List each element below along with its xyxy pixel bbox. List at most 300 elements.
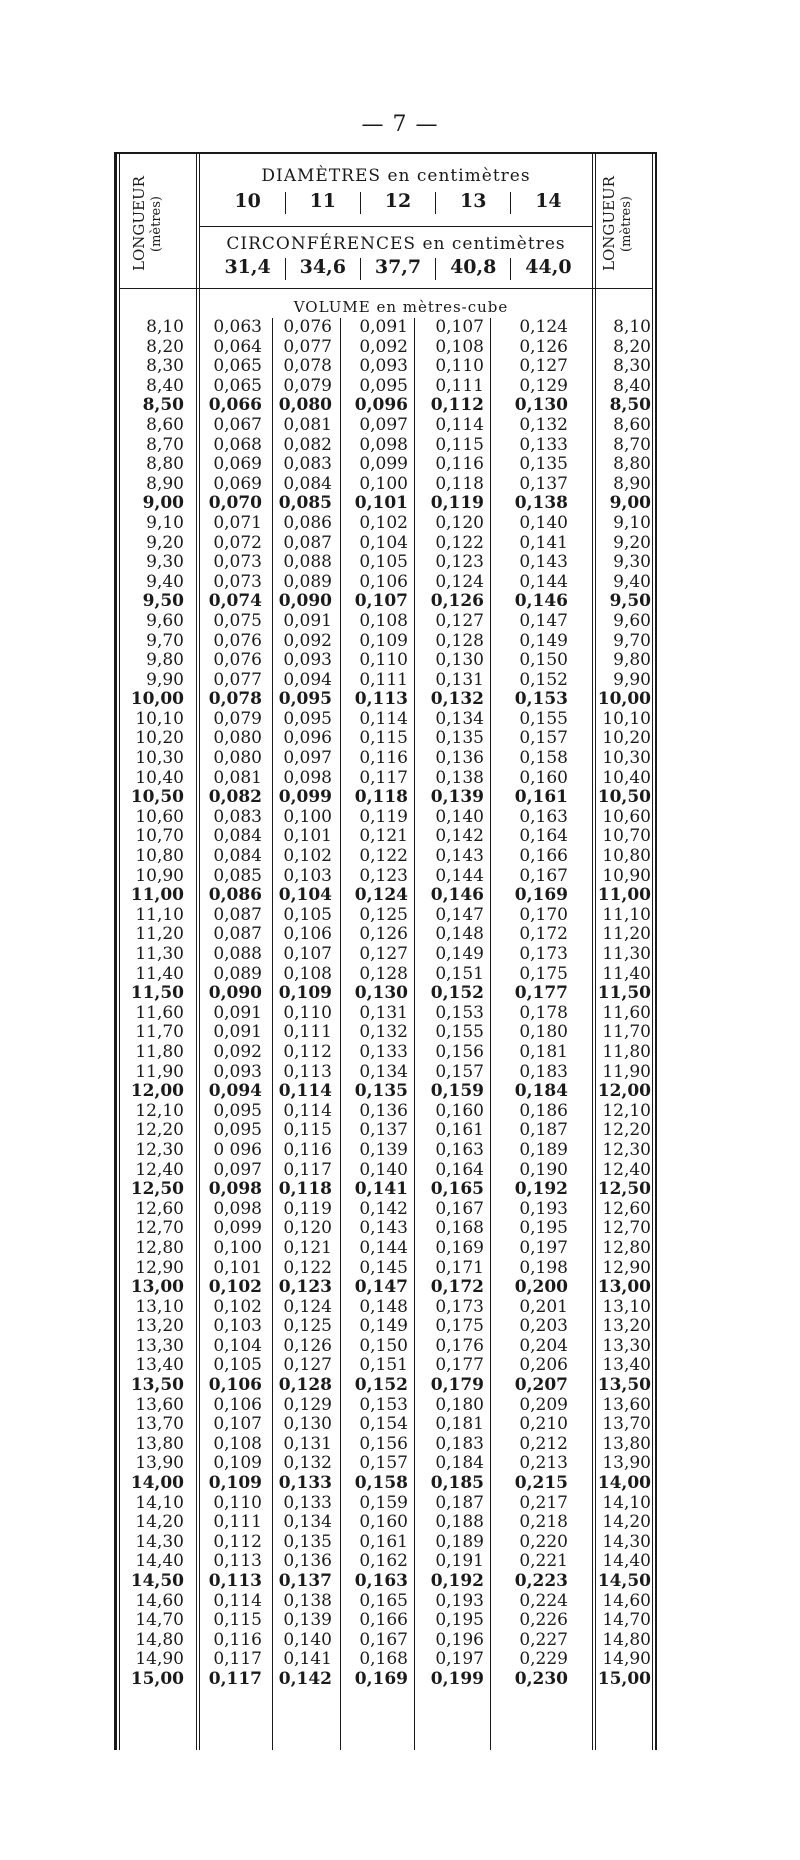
length-cell: 10,90: [135, 865, 184, 886]
volume-cell: 0,167: [359, 1629, 408, 1650]
left-length-label: [130, 166, 186, 282]
volume-cell: 0,100: [359, 473, 408, 494]
volume-cell: 0,153: [514, 689, 568, 710]
volume-cell: 0,118: [354, 787, 408, 808]
length-cell-right: 11,20: [602, 924, 651, 945]
volume-cell: 0,110: [283, 1002, 332, 1023]
volume-cell: 0,145: [359, 1257, 408, 1278]
length-cell: 12,60: [135, 1198, 184, 1219]
length-cell: 14,30: [135, 1531, 184, 1552]
length-cell-right: 9,90: [613, 669, 651, 690]
volume-cell: 0,097: [213, 1159, 262, 1180]
volume-cell: 0,226: [519, 1610, 568, 1631]
length-cell: 14,40: [135, 1551, 184, 1572]
table-row: [114, 1474, 657, 1494]
length-cell-right: 11,70: [602, 1022, 651, 1043]
volume-cell: 0,102: [213, 1296, 262, 1317]
volume-cell: 0,107: [354, 591, 408, 612]
length-cell: 14,00: [130, 1473, 184, 1494]
volume-cell: 0,063: [213, 317, 262, 337]
volume-cell: 0,099: [213, 1218, 262, 1239]
circ-sep-2: [360, 258, 361, 280]
volume-cell: 0,193: [519, 1198, 568, 1219]
volume-cell: 0,119: [283, 1198, 332, 1219]
length-cell-right: 11,60: [602, 1002, 651, 1023]
length-cell: 10,10: [135, 708, 184, 729]
volume-cell: 0,187: [435, 1492, 484, 1513]
volume-cell: 0,162: [359, 1551, 408, 1572]
volume-cell: 0,192: [514, 1179, 568, 1200]
table-row: [114, 592, 657, 612]
table-row: [114, 808, 657, 828]
table-body: [114, 318, 657, 1690]
volume-cell: 0,104: [213, 1335, 262, 1356]
volume-cell: 0,156: [435, 1041, 484, 1062]
volume-cell: 0,076: [213, 630, 262, 651]
length-cell: 8,90: [146, 473, 184, 494]
volume-cell: 0,221: [519, 1551, 568, 1572]
length-cell: 12,00: [130, 1081, 184, 1102]
length-cell-right: 14,00: [597, 1473, 651, 1494]
volume-cell: 0,138: [283, 1590, 332, 1611]
volume-cell: 0,073: [213, 571, 262, 592]
volume-cell: 0,139: [359, 1139, 408, 1160]
length-cell: 10,60: [135, 806, 184, 827]
length-cell: 9,50: [142, 591, 184, 612]
length-cell: 10,30: [135, 748, 184, 769]
volume-cell: 0,140: [519, 512, 568, 533]
volume-cell: 0,157: [435, 1061, 484, 1082]
table-row: [114, 1533, 657, 1553]
volume-cell: 0,098: [208, 1179, 262, 1200]
volume-cell: 0,204: [519, 1335, 568, 1356]
volume-cell: 0,135: [435, 728, 484, 749]
length-cell: 14,90: [135, 1649, 184, 1670]
length-cell-right: 13,20: [602, 1316, 651, 1337]
volume-cell: 0,184: [435, 1453, 484, 1474]
volume-cell: 0,109: [208, 1473, 262, 1494]
volume-cell: 0,134: [359, 1061, 408, 1082]
table-row: [114, 377, 657, 397]
volume-cell: 0,176: [435, 1335, 484, 1356]
volume-cell: 0,121: [359, 826, 408, 847]
volume-cell: 0,077: [283, 336, 332, 357]
volume-cell: 0,093: [359, 356, 408, 377]
volume-cell: 0,151: [359, 1355, 408, 1376]
length-cell-right: 10,70: [602, 826, 651, 847]
volume-cell: 0,078: [283, 356, 332, 377]
table-row: [114, 1337, 657, 1357]
length-cell-right: 14,10: [602, 1492, 651, 1513]
volume-cell: 0,098: [359, 434, 408, 455]
table-row: [114, 455, 657, 475]
volume-cell: 0,101: [213, 1257, 262, 1278]
table-row: [114, 1572, 657, 1592]
volume-cell: 0,087: [213, 924, 262, 945]
length-cell-right: 8,40: [613, 375, 651, 396]
circumference-value: 37,7: [374, 256, 422, 278]
volume-cell: 0,160: [435, 1100, 484, 1121]
volume-cell: 0,132: [430, 689, 484, 710]
length-cell-right: 9,80: [613, 650, 651, 671]
volume-cell: 0,131: [435, 669, 484, 690]
volume-cell: 0,131: [283, 1433, 332, 1454]
volume-cell: 0,092: [283, 630, 332, 651]
length-cell-right: 14,20: [602, 1512, 651, 1533]
length-cell-right: 14,50: [597, 1571, 651, 1591]
volume-cell: 0,126: [519, 336, 568, 357]
diameter-value: 11: [309, 190, 337, 212]
volume-cell: 0,144: [519, 571, 568, 592]
table-row: [114, 867, 657, 887]
volume-cell: 0,126: [283, 1335, 332, 1356]
volume-cell: 0,200: [514, 1277, 568, 1298]
length-cell-right: 13,90: [602, 1453, 651, 1474]
length-cell: 11,90: [135, 1061, 184, 1082]
volume-cell: 0,136: [435, 748, 484, 769]
volume-cell: 0,169: [514, 885, 568, 906]
volume-cell: 0,142: [359, 1198, 408, 1219]
volume-cell: 0,120: [283, 1218, 332, 1239]
circ-sep-4: [510, 258, 511, 280]
volume-cell: 0,130: [354, 983, 408, 1004]
volume-cell: 0,166: [359, 1610, 408, 1631]
volume-cell: 0,164: [519, 826, 568, 847]
length-cell: 13,40: [135, 1355, 184, 1376]
length-cell: 11,20: [135, 924, 184, 945]
length-cell: 15,00: [130, 1668, 184, 1689]
diam-sep-1: [285, 192, 286, 214]
volume-cell: 0,148: [359, 1296, 408, 1317]
volume-title: VOLUME en mètres-cube: [293, 298, 509, 316]
volume-cell: 0,092: [359, 336, 408, 357]
volume-cell: 0,160: [359, 1512, 408, 1533]
volume-cell: 0,124: [283, 1296, 332, 1317]
volume-cell: 0,081: [283, 414, 332, 435]
volume-cell: 0,095: [283, 708, 332, 729]
length-cell-right: 14,60: [602, 1590, 651, 1611]
length-cell: 12,80: [135, 1237, 184, 1258]
length-cell: 8,40: [146, 375, 184, 396]
table-row: [114, 1611, 657, 1631]
volume-cell: 0,113: [213, 1551, 262, 1572]
right-length-label-line1: LONGUEUR: [600, 176, 618, 272]
volume-cell: 0,102: [208, 1277, 262, 1298]
length-cell-right: 8,80: [613, 454, 651, 475]
volume-cell: 0,184: [514, 1081, 568, 1102]
table-row: [114, 847, 657, 867]
length-cell: 14,50: [130, 1571, 184, 1591]
volume-cell: 0,132: [519, 414, 568, 435]
volume-cell: 0,110: [359, 650, 408, 671]
volume-cell: 0,157: [519, 728, 568, 749]
table-row: [114, 573, 657, 593]
volume-cell: 0,140: [359, 1159, 408, 1180]
volume-cell: 0,172: [519, 924, 568, 945]
volume-cell: 0,148: [435, 924, 484, 945]
volume-cell: 0,169: [354, 1668, 408, 1689]
page-number: — 7 —: [361, 112, 439, 137]
header-mid-rule: [200, 226, 592, 227]
volume-cell: 0,112: [213, 1531, 262, 1552]
volume-cell: 0,224: [519, 1590, 568, 1611]
volume-cell: 0,158: [519, 748, 568, 769]
volume-cell: 0,150: [519, 650, 568, 671]
length-cell: 12,70: [135, 1218, 184, 1239]
volume-cell: 0,144: [435, 865, 484, 886]
volume-cell: 0,112: [430, 395, 484, 416]
volume-cell: 0,083: [213, 806, 262, 827]
length-cell: 12,20: [135, 1120, 184, 1141]
table-row: [114, 318, 657, 338]
table-row: [114, 1670, 657, 1690]
volume-cell: 0,127: [359, 944, 408, 964]
volume-cell: 0,164: [435, 1159, 484, 1180]
diameter-value: 12: [384, 190, 412, 212]
table-row: [114, 1180, 657, 1200]
table-row: [114, 534, 657, 554]
volume-cell: 0,095: [359, 375, 408, 396]
volume-cell: 0,093: [213, 1061, 262, 1082]
volume-cell: 0,181: [435, 1414, 484, 1435]
volume-cell: 0,115: [213, 1610, 262, 1631]
volume-cell: 0,198: [519, 1257, 568, 1278]
length-cell: 10,70: [135, 826, 184, 847]
table-row: [114, 1278, 657, 1298]
length-cell-right: 9,30: [613, 552, 651, 573]
volume-cell: 0,141: [354, 1179, 408, 1200]
length-cell: 11,00: [130, 885, 184, 906]
volume-cell: 0,082: [208, 787, 262, 808]
length-cell-right: 8,70: [613, 434, 651, 455]
volume-cell: 0,153: [359, 1394, 408, 1415]
volume-cell: 0,210: [519, 1414, 568, 1435]
length-cell-right: 11,40: [602, 963, 651, 984]
volume-cell: 0,147: [354, 1277, 408, 1298]
volume-cell: 0,067: [213, 414, 262, 435]
length-cell: 14,10: [135, 1492, 184, 1513]
table-row: [114, 1650, 657, 1670]
volume-cell: 0,188: [435, 1512, 484, 1533]
volume-table: [114, 152, 657, 1750]
table-row: [114, 886, 657, 906]
volume-cell: 0,149: [519, 630, 568, 651]
diameters-row: [210, 190, 586, 212]
volume-cell: 0,091: [213, 1022, 262, 1043]
volume-cell: 0,110: [213, 1492, 262, 1513]
volume-cell: 0,109: [213, 1453, 262, 1474]
table-row: [114, 494, 657, 514]
length-cell: 10,80: [135, 846, 184, 867]
volume-cell: 0,076: [213, 650, 262, 671]
table-row: [114, 1513, 657, 1533]
volume-cell: 0,161: [359, 1531, 408, 1552]
volume-cell: 0,189: [519, 1139, 568, 1160]
length-cell-right: 8,60: [613, 414, 651, 435]
volume-cell: 0,093: [283, 650, 332, 671]
volume-cell: 0,190: [519, 1159, 568, 1180]
volume-cell: 0,114: [278, 1081, 332, 1102]
diameter-value: 14: [535, 190, 562, 212]
volume-cell: 0,158: [354, 1473, 408, 1494]
volume-cell: 0,115: [283, 1120, 332, 1141]
volume-cell: 0,104: [359, 532, 408, 553]
volume-cell: 0,121: [283, 1237, 332, 1258]
volume-cell: 0,115: [435, 434, 484, 455]
volume-cell: 0,103: [283, 865, 332, 886]
volume-cell: 0,101: [354, 493, 408, 514]
volume-cell: 0,091: [213, 1002, 262, 1023]
volume-cell: 0,127: [519, 356, 568, 377]
volume-cell: 0,087: [283, 532, 332, 553]
volume-cell: 0,227: [519, 1629, 568, 1650]
circ-sep-3: [435, 258, 436, 280]
volume-cell: 0,133: [283, 1492, 332, 1513]
volume-cell: 0,073: [213, 552, 262, 573]
length-cell-right: 10,90: [602, 865, 651, 886]
volume-cell: 0,109: [278, 983, 332, 1004]
volume-cell: 0,139: [430, 787, 484, 808]
length-cell: 9,40: [146, 571, 184, 592]
volume-cell: 0,132: [283, 1453, 332, 1474]
volume-cell: 0,229: [519, 1649, 568, 1670]
length-cell-right: 14,70: [602, 1610, 651, 1631]
table-row: [114, 436, 657, 456]
volume-cell: 0,147: [435, 904, 484, 925]
volume-cell: 0,175: [435, 1316, 484, 1337]
volume-cell: 0,114: [213, 1590, 262, 1611]
volume-cell: 0,099: [359, 454, 408, 475]
volume-cell: 0,207: [514, 1375, 568, 1396]
length-cell-right: 9,00: [609, 493, 651, 514]
volume-cell: 0,088: [213, 944, 262, 964]
length-cell: 9,80: [146, 650, 184, 671]
volume-cell: 0,195: [435, 1610, 484, 1631]
table-row: [114, 1317, 657, 1337]
length-cell-right: 9,50: [609, 591, 651, 612]
volume-cell: 0,213: [519, 1453, 568, 1474]
volume-cell: 0,106: [359, 571, 408, 592]
length-cell-right: 11,00: [597, 885, 651, 906]
length-cell: 13,80: [135, 1433, 184, 1454]
table-row: [114, 1121, 657, 1141]
length-cell: 11,60: [135, 1002, 184, 1023]
table-row: [114, 1415, 657, 1435]
volume-cell: 0,130: [435, 650, 484, 671]
volume-cell: 0,125: [359, 904, 408, 925]
volume-cell: 0,114: [283, 1100, 332, 1121]
table-row: [114, 1631, 657, 1651]
volume-cell: 0,095: [213, 1120, 262, 1141]
volume-cell: 0,096: [354, 395, 408, 416]
volume-cell: 0,114: [435, 414, 484, 435]
length-cell-right: 8,30: [613, 356, 651, 377]
volume-cell: 0,100: [283, 806, 332, 827]
volume-cell: 0,167: [435, 1198, 484, 1219]
circumferences-row: [210, 256, 586, 278]
volume-cell: 0,206: [519, 1355, 568, 1376]
volume-cell: 0,215: [514, 1473, 568, 1494]
volume-cell: 0,168: [359, 1649, 408, 1670]
table-row: [114, 827, 657, 847]
volume-cell: 0,149: [435, 944, 484, 964]
volume-cell: 0,088: [283, 552, 332, 573]
volume-cell: 0,139: [283, 1610, 332, 1631]
volume-cell: 0,115: [359, 728, 408, 749]
volume-cell: 0,111: [213, 1512, 262, 1533]
table-row: [114, 632, 657, 652]
volume-cell: 0,094: [283, 669, 332, 690]
volume-cell: 0,136: [283, 1551, 332, 1572]
volume-cell: 0,127: [435, 610, 484, 631]
length-cell: 10,40: [135, 767, 184, 788]
volume-cell: 0,168: [435, 1218, 484, 1239]
volume-cell: 0,169: [435, 1237, 484, 1258]
table-row: [114, 1494, 657, 1514]
volume-cell: 0,065: [213, 356, 262, 377]
table-row: [114, 475, 657, 495]
volume-cell: 0,137: [278, 1571, 332, 1591]
volume-cell: 0,113: [208, 1571, 262, 1591]
volume-cell: 0,217: [519, 1492, 568, 1513]
length-cell-right: 12,20: [602, 1120, 651, 1141]
length-cell-right: 10,50: [597, 787, 651, 808]
volume-cell: 0,135: [283, 1531, 332, 1552]
length-cell: 8,20: [146, 336, 184, 357]
table-row: [114, 769, 657, 789]
volume-cell: 0,097: [359, 414, 408, 435]
volume-cell: 0,129: [283, 1394, 332, 1415]
volume-cell: 0,126: [430, 591, 484, 612]
volume-cell: 0,137: [359, 1120, 408, 1141]
length-cell-right: 13,70: [602, 1414, 651, 1435]
volume-cell: 0,125: [283, 1316, 332, 1337]
volume-cell: 0,084: [213, 826, 262, 847]
volume-cell: 0,143: [359, 1218, 408, 1239]
volume-cell: 0,087: [213, 904, 262, 925]
volume-cell: 0,102: [283, 846, 332, 867]
left-length-label-line2: (mètres): [149, 196, 164, 252]
length-cell-right: 10,00: [597, 689, 651, 710]
volume-cell: 0,116: [283, 1139, 332, 1160]
volume-cell: 0,192: [430, 1571, 484, 1591]
volume-cell: 0,084: [283, 473, 332, 494]
volume-cell: 0,161: [514, 787, 568, 808]
volume-cell: 0,151: [435, 963, 484, 984]
volume-cell: 0,068: [213, 434, 262, 455]
volume-cell: 0,173: [435, 1296, 484, 1317]
volume-cell: 0,122: [359, 846, 408, 867]
volume-cell: 0 096: [213, 1139, 262, 1160]
volume-cell: 0,084: [213, 846, 262, 867]
volume-cell: 0,185: [430, 1473, 484, 1494]
table-row: [114, 1219, 657, 1239]
volume-cell: 0,106: [283, 924, 332, 945]
length-cell-right: 9,10: [613, 512, 651, 533]
volume-cell: 0,091: [359, 317, 408, 337]
length-cell: 9,00: [142, 493, 184, 514]
volume-cell: 0,122: [435, 532, 484, 553]
volume-cell: 0,076: [283, 317, 332, 337]
volume-cell: 0,135: [354, 1081, 408, 1102]
length-cell-right: 13,40: [602, 1355, 651, 1376]
volume-cell: 0,191: [435, 1551, 484, 1572]
volume-cell: 0,159: [430, 1081, 484, 1102]
length-cell: 12,30: [135, 1139, 184, 1160]
volume-cell: 0,133: [359, 1041, 408, 1062]
table-row: [114, 1200, 657, 1220]
table-row: [114, 1141, 657, 1161]
